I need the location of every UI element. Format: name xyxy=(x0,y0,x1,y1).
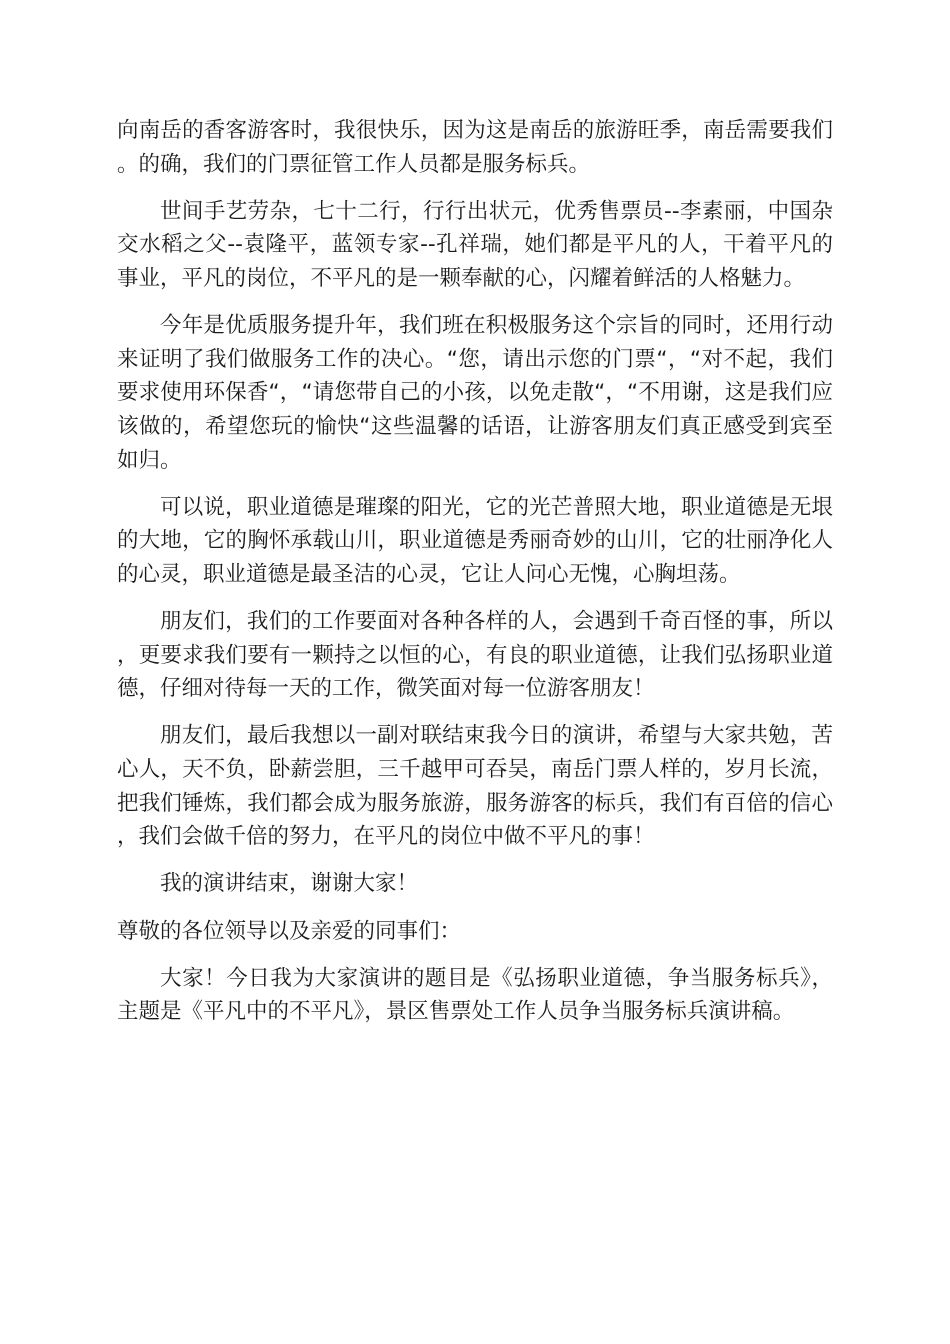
paragraph-3: 今年是优质服务提升年，我们班在积极服务这个宗旨的同时，还用行动来证明了我们做服务工作的决心。“您，请出示您的门票“，“对不起，我们要求使用环保香“，“请您带自己的小孩，以免走散“，“不用谢，这是我们应该做的，希望您玩的愉快“这些温馨的话语，让游客朋友们真正感受到宾至如归。 xyxy=(117,313,833,473)
paragraph-1: 向南岳的香客游客时，我很快乐，因为这是南岳的旅游旺季，南岳需要我们。的确，我们的门票征管工作人员都是服务标兵。 xyxy=(117,118,833,177)
paragraph-4: 可以说，职业道德是璀璨的阳光，它的光芒普照大地，职业道德是无垠的大地，它的胸怀承载山川，职业道德是秀丽奇妙的山川，它的壮丽净化人的心灵，职业道德是最圣洁的心灵，它让人问心无愧，心胸坦荡。 xyxy=(117,494,833,587)
salutation: 尊敬的各位领导以及亲爱的同事们： xyxy=(117,918,462,944)
paragraph-intro: 大家！今日我为大家演讲的题目是《弘扬职业道德，争当服务标兵》，主题是《平凡中的不平凡》，景区售票处工作人员争当服务标兵演讲稿。 xyxy=(117,965,833,1025)
paragraph-2: 世间手艺劳杂，七十二行，行行出状元，优秀售票员--李素丽，中国杂交水稻之父--袁隆平，蓝领专家--孔祥瑞，她们都是平凡的人，干着平凡的事业，平凡的岗位，不平凡的是一颗奉献的心，闪耀着鲜活的人格魅力。 xyxy=(117,198,833,291)
paragraph-5: 朋友们，我们的工作要面对各种各样的人，会遇到千奇百怪的事，所以，更要求我们要有一颗持之以恒的心，有良的职业道德，让我们弘扬职业道德，仔细对待每一天的工作，微笑面对每一位游客朋友！ xyxy=(117,609,833,702)
paragraph-6: 朋友们，最后我想以一副对联结束我今日的演讲，希望与大家共勉，苦心人，天不负，卧薪尝胆，三千越甲可吞吴，南岳门票人样的，岁月长流，把我们锤炼，我们都会成为服务旅游，服务游客的标兵，我们有百倍的信心，我们会做千倍的努力，在平凡的岗位中做不平凡的事！ xyxy=(117,723,833,850)
document-page xyxy=(117,114,833,1029)
closing-line: 我的演讲结束，谢谢大家！ xyxy=(160,871,419,897)
